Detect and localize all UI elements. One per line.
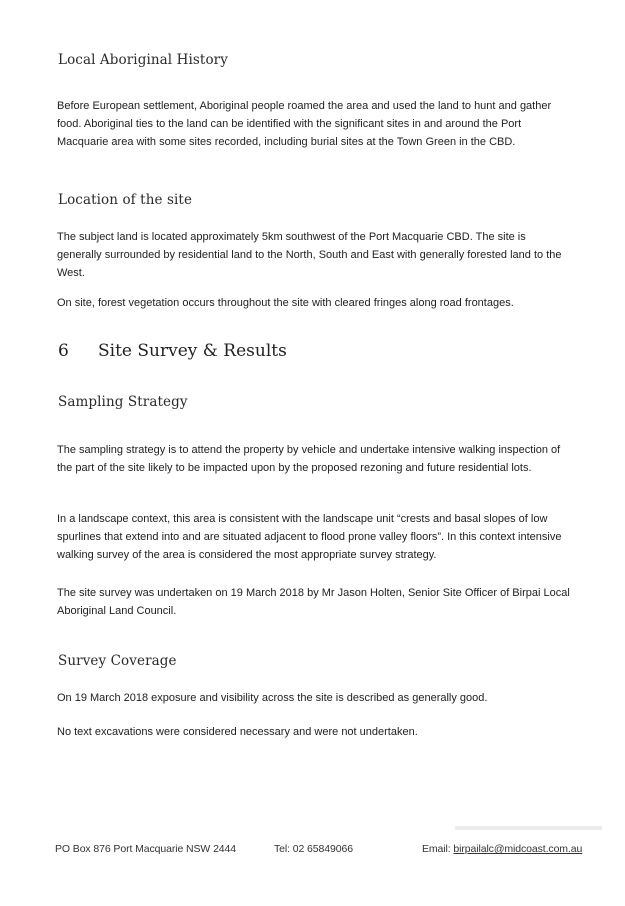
paragraph-aboriginal-history: Before European settlement, Aboriginal people roamed the area and used the land to hunt and gather food. Aboriginal ties to the land can be identified with the significant sites in and around the Port Macquarie area with some sites recorded, including burial sites at the Town Green in the CBD. [57,100,552,148]
section-title-site-survey [58,341,287,361]
footer-email-link[interactable]: birpailalc@midcoast.com.au [453,843,583,855]
paragraph-location-1: The subject land is located approximately 5km southwest of the Port Macquarie CBD. The site is generally surrounded by residential land to the North, South and East with generally forested land to the West. [57,231,562,279]
paragraph-coverage-1: On 19 March 2018 exposure and visibility across the site is described as generally good. [57,692,488,704]
heading-survey-coverage: Survey Coverage [58,653,177,669]
section-title-text: Site Survey & Results [98,341,287,361]
heading-location-of-site: Location of the site [58,192,193,208]
footer-telephone: Tel: 02 65849066 [274,843,353,855]
footer-address: PO Box 876 Port Macquarie NSW 2444 [55,843,237,855]
footer-email [422,843,582,855]
heading-sampling-strategy: Sampling Strategy [58,394,188,410]
section-number: 6 [58,341,69,361]
paragraph-sampling-3: The site survey was undertaken on 19 March 2018 by Mr Jason Holten, Senior Site Officer of Birpai Local Aboriginal Land Council. [57,587,570,617]
paragraph-coverage-2: No text excavations were considered necessary and were not undertaken. [57,726,418,738]
paragraph-location-2: On site, forest vegetation occurs throughout the site with cleared fringes along road frontages. [57,297,514,309]
paragraph-sampling-1: The sampling strategy is to attend the property by vehicle and undertake intensive walking inspection of the part of the site likely to be impacted upon by the proposed rezoning and future residential lots. [57,444,561,474]
heading-local-aboriginal-history: Local Aboriginal History [58,52,228,68]
footer-email-label: Email: [422,843,454,855]
scan-artifact-line [455,826,602,830]
paragraph-sampling-2: In a landscape context, this area is consistent with the landscape unit “crests and basal slopes of low spurlines that extend into and are situated adjacent to flood prone valley floors”. In this context intensive walking survey of the area is considered the most appropriate survey strategy. [57,513,562,561]
